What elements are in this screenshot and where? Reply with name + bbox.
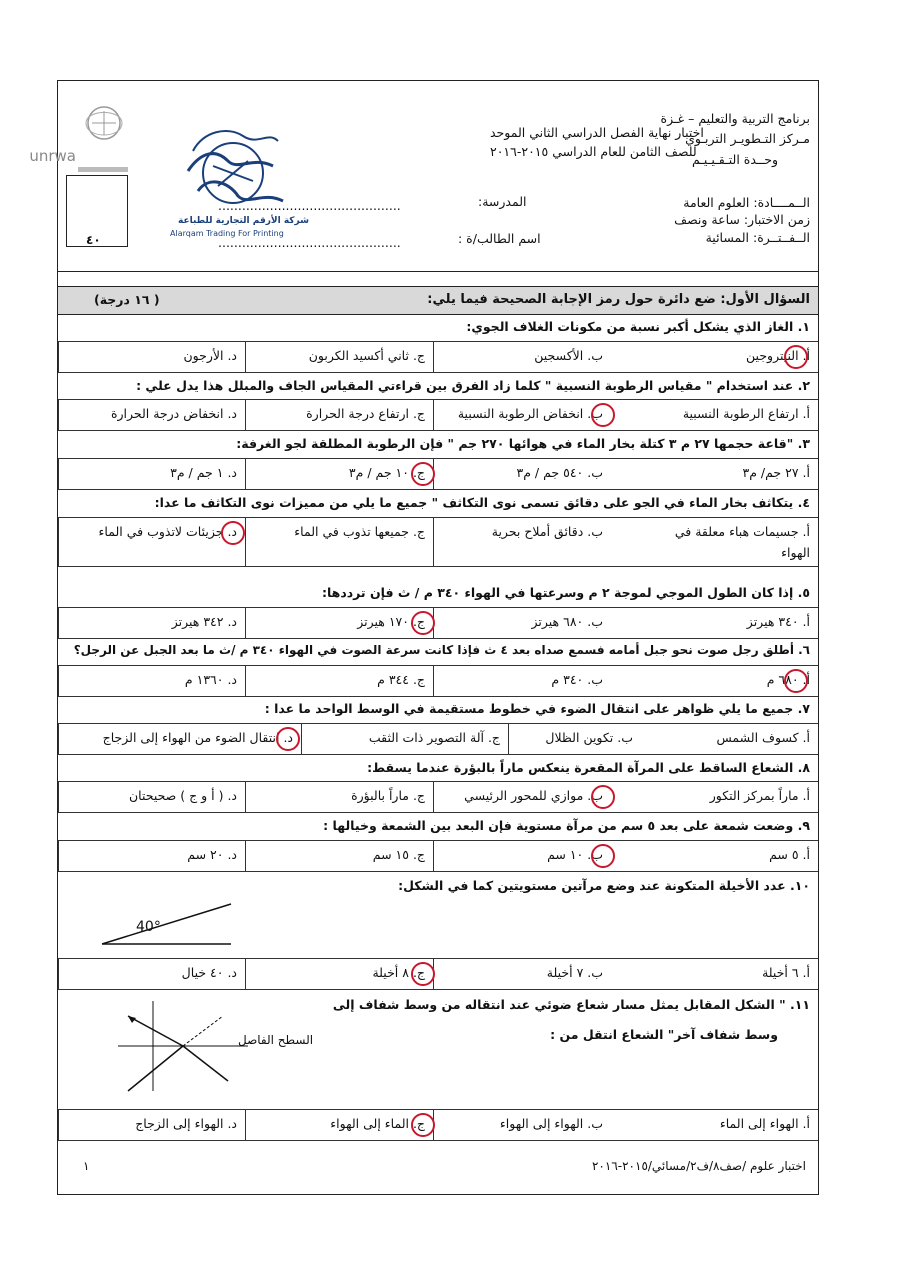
total-marks: ٤٠: [86, 233, 101, 247]
stamp-company: شركة الأرقم التجارية للطباعة: [178, 216, 309, 226]
question-11-line2: وسط شفاف آخر" الشعاع انتقل من :: [550, 1027, 778, 1042]
q6-option-b[interactable]: ب. ٣٤٠ م: [433, 666, 611, 696]
question-6: ٦. أطلق رجل صوت نحو جبل أمامه فسمع صداه بعد ٤ ث فإذا كانت سرعة الصوت في الهواء ٣٤٠ م /ث ما بعد الجبل عن الرجل؟: [73, 643, 810, 657]
q7-option-d[interactable]: د. انتقال الضوء من الهواء إلى الزجاج: [58, 724, 301, 754]
q4-option-c[interactable]: ج. جميعها تذوب في الماء: [245, 518, 433, 566]
options-row-4: [58, 517, 818, 567]
q8-option-c[interactable]: ج. ماراً بالبؤرة: [245, 782, 433, 812]
q2-option-a[interactable]: أ. ارتفاع الرطوبة النسبية: [682, 406, 810, 421]
school-label: المدرسة:: [478, 194, 527, 209]
q11-boundary-label: السطح الفاصل: [238, 1033, 314, 1047]
answer-circle: [411, 611, 435, 635]
answer-circle: [591, 785, 615, 809]
svg-text:unrwa: unrwa: [29, 147, 76, 165]
school-field[interactable]: ..............................................: [218, 198, 401, 213]
section-title: السؤال الأول: ضع دائرة حول رمز الإجابة الصحيحة فيما يلي:: [427, 292, 810, 307]
student-name-field[interactable]: ..............................................: [218, 235, 401, 250]
q9-option-d[interactable]: د. ٢٠ سم: [58, 841, 245, 871]
q3-option-c[interactable]: ج. ١٠ جم / م٣: [245, 459, 433, 489]
q2-option-d[interactable]: د. انخفاض درجة الحرارة: [58, 400, 245, 430]
section-title-bar: [58, 286, 818, 315]
q6-option-d[interactable]: د. ١٣٦٠ م: [58, 666, 245, 696]
question-8: ٨. الشعاع الساقط على المرآة المقعرة ينعكس ماراً بالبؤرة عندما يسقط:: [367, 760, 810, 775]
q11-option-b[interactable]: ب. الهواء إلى الهواء: [433, 1110, 611, 1140]
q10-option-a[interactable]: أ. ٦ أخيلة: [762, 965, 810, 980]
student-name-label: اسم الطالب/ة :: [458, 231, 541, 246]
answer-circle: [591, 844, 615, 868]
q7-option-a[interactable]: أ. كسوف الشمس: [716, 730, 810, 745]
answer-circle: [411, 462, 435, 486]
q10-mirrors-figure: [96, 899, 236, 959]
answer-circle: [591, 403, 615, 427]
program-name: برنامج التربية والتعليم – غـزة: [660, 111, 810, 126]
q1-option-c[interactable]: ج. ثاني أكسيد الكربون: [245, 342, 433, 372]
answer-circle: [276, 727, 300, 751]
q4-option-a[interactable]: [611, 518, 818, 566]
unrwa-logo: [29, 101, 132, 181]
q5-option-c[interactable]: ج. ١٧٠ هيرتز: [245, 608, 433, 638]
exam-header: [29, 81, 818, 272]
options-row-10: [58, 958, 818, 990]
q6-option-a[interactable]: أ. ٦٨٠ م: [766, 672, 810, 687]
q11-option-d[interactable]: د. الهواء إلى الزجاج: [58, 1110, 245, 1140]
options-row-9: [58, 840, 818, 872]
options-row-2: [58, 399, 818, 431]
grade-line: للصف الثامن للعام الدراسي ٢٠١٥-٢٠١٦: [490, 144, 697, 159]
q2-option-b[interactable]: ب. انخفاض الرطوبة النسبية: [433, 400, 611, 430]
options-row-8: [58, 781, 818, 813]
q4-option-a-line1: أ. جسيمات هباء معلقة في: [674, 524, 810, 539]
q4-option-a-line2: الهواء: [781, 545, 810, 560]
q11-option-a[interactable]: أ. الهواء إلى الماء: [719, 1116, 810, 1131]
q4-option-b[interactable]: ب. دقائق أملاح بحرية: [433, 518, 611, 566]
q5-option-d[interactable]: د. ٣٤٢ هيرتز: [58, 608, 245, 638]
answer-circle: [784, 345, 808, 369]
q11-refraction-figure: [118, 996, 258, 1096]
question-1: ١. الغاز الذي يشكل أكبر نسبة من مكونات الغلاف الجوي:: [466, 319, 810, 334]
q3-option-b[interactable]: ب. ٥٤٠ جم / م٣: [433, 459, 611, 489]
q3-option-d[interactable]: د. ١ جم / م٣: [58, 459, 245, 489]
stamp-company-en: Alarqam Trading For Printing: [170, 229, 284, 238]
question-7: ٧. جميع ما يلي ظواهر على انتقال الضوء في خطوط مستقيمة في الوسط الواحد ما عدا :: [264, 701, 810, 716]
options-row-5: [58, 607, 818, 639]
center-name: مـركز التـطويـر التربـوي: [685, 131, 810, 146]
q1-option-b[interactable]: ب. الأكسجين: [433, 342, 611, 372]
q3-option-a[interactable]: أ. ٢٧ جم/ م٣: [742, 465, 810, 480]
question-5: ٥. إذا كان الطول الموجي لموجة ٢ م وسرعتها في الهواء ٣٤٠ م / ث فإن ترددها:: [321, 585, 810, 600]
section-marks: ( ١٦ درجة): [94, 292, 160, 307]
options-row-3: [58, 458, 818, 490]
q9-option-a[interactable]: أ. ٥ سم: [769, 847, 810, 862]
question-2: ٢. عند استخدام " مقياس الرطوبة النسبية " كلما زاد الفرق بين قراءتي المقياس الجاف والمبلل هذا يدل علي :: [136, 378, 810, 393]
q7-option-c[interactable]: ج. آلة التصوير ذات الثقب: [301, 724, 508, 754]
q1-option-d[interactable]: د. الأرجون: [58, 342, 245, 372]
q5-option-a[interactable]: أ. ٣٤٠ هيرتز: [746, 614, 810, 629]
q8-option-b[interactable]: ب. موازي للمحور الرئيسي: [433, 782, 611, 812]
page-number: ١: [83, 1159, 90, 1173]
options-row-1: [58, 341, 818, 373]
stamp-logo: [173, 111, 293, 231]
q4-option-d[interactable]: د. جزيئات لاتذوب في الماء: [58, 518, 245, 566]
question-10: ١٠. عدد الأخيلة المتكونة عند وضع مرآتين مستويتين كما في الشكل:: [398, 878, 810, 893]
q10-option-c[interactable]: ج. ٨ أخيلة: [245, 959, 433, 989]
exam-title: اختبار نهاية الفصل الدراسي الثاني الموحد: [490, 125, 704, 140]
q10-option-b[interactable]: ب. ٧ أخيلة: [433, 959, 611, 989]
question-9: ٩. وضعت شمعة على بعد ٥ سم من مرآة مستوية فإن البعد بين الشمعة وخيالها :: [323, 818, 810, 833]
answer-circle: [411, 1113, 435, 1137]
q1-option-a[interactable]: أ. النيتروجين: [746, 348, 810, 363]
q7-option-b[interactable]: ب. تكوين الظلال: [508, 724, 641, 754]
duration-line: زمن الاختبار: ساعة ونصف: [674, 212, 810, 227]
exam-page: [29, 80, 819, 1195]
options-row-11: [58, 1109, 818, 1141]
exam-code: اختبار علوم /صف٨/ف٢/مسائي/٢٠١٥-٢٠١٦: [591, 1159, 806, 1173]
options-row-7: [58, 723, 818, 755]
q9-option-b[interactable]: ب. ١٠ سم: [433, 841, 611, 871]
answer-circle: [784, 669, 808, 693]
q10-angle-label: 40°: [136, 919, 161, 935]
q2-option-c[interactable]: ج. ارتفاع درجة الحرارة: [245, 400, 433, 430]
q5-option-b[interactable]: ب. ٦٨٠ هيرتز: [433, 608, 611, 638]
q8-option-d[interactable]: د. ( أ و ج ) صحيحتان: [58, 782, 245, 812]
answer-circle: [411, 962, 435, 986]
subject-line: الــمــــادة: العلوم العامة: [683, 195, 810, 210]
options-row-6: [58, 665, 818, 697]
question-3: ٣. "قاعة حجمها ٢٧ م ٣ كتلة بخار الماء في هوائها ٢٧٠ جم " فإن الرطوبة المطلقة لجو الغرفة:: [236, 436, 810, 451]
q6-option-c[interactable]: ج. ٣٤٤ م: [245, 666, 433, 696]
unit-name: وحــدة التـقـيـيـم: [691, 152, 778, 167]
q11-option-c[interactable]: ج. الماء إلى الهواء: [245, 1110, 433, 1140]
q9-option-c[interactable]: ج. ١٥ سم: [245, 841, 433, 871]
q10-option-d[interactable]: د. ٤٠ خيال: [58, 959, 245, 989]
period-line: الــفــتــرة: المسائية: [705, 230, 810, 245]
question-11: ١١. " الشكل المقابل يمثل مسار شعاع ضوئي عند انتقاله من وسط شفاف إلى: [332, 997, 810, 1012]
question-4: ٤. يتكاثف بخار الماء في الجو على دقائق تسمى نوى التكاثف " جميع ما يلي من مميزات نوى التكاثف ما عدا:: [154, 495, 810, 510]
q8-option-a[interactable]: أ. ماراً بمركز التكور: [709, 788, 810, 803]
answer-circle: [221, 521, 245, 545]
